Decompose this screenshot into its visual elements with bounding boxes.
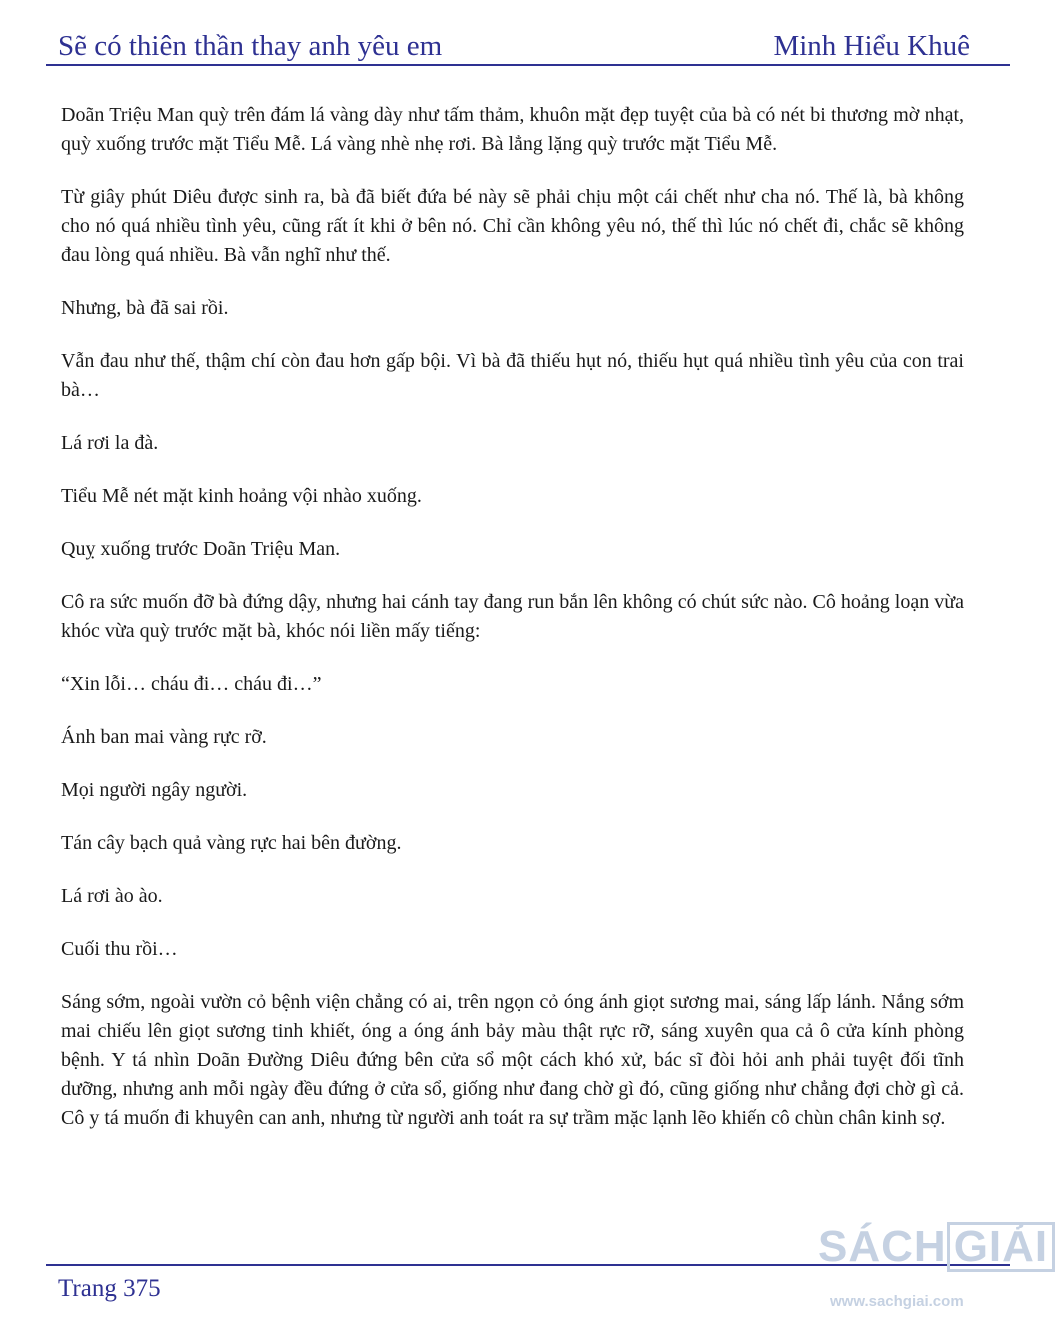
paragraph: Doãn Triệu Man quỳ trên đám lá vàng dày như tấm thảm, khuôn mặt đẹp tuyệt của bà có nét bi thương mờ nhạt, quỳ xuống trước mặt Tiểu Mễ. Lá vàng nhè nhẹ rơi. Bà lẳng lặng quỳ trước mặt Tiểu Mễ.	[61, 104, 964, 155]
page-header	[58, 24, 970, 64]
header-divider	[46, 64, 1010, 66]
paragraph: Lá rơi la đà.	[61, 432, 159, 454]
paragraph: Tiểu Mễ nét mặt kinh hoảng vội nhào xuống.	[61, 485, 422, 507]
paragraph: Lá rơi ào ào.	[61, 885, 163, 907]
paragraph: Cô ra sức muốn đỡ bà đứng dậy, nhưng hai cánh tay đang run bắn lên không có chút sức nào. Cô hoảng loạn vừa khóc vừa quỳ trước mặt bà, khóc nói liền mấy tiếng:	[61, 591, 964, 642]
paragraph: Nhưng, bà đã sai rồi.	[61, 297, 229, 319]
page-number: Trang 375	[58, 1275, 161, 1302]
paragraph: “Xin lỗi… cháu đi… cháu đi…”	[61, 673, 322, 695]
paragraph: Ánh ban mai vàng rực rỡ.	[61, 726, 267, 748]
paragraph: Mọi người ngây người.	[61, 779, 248, 801]
watermark-text-left: SÁCH	[818, 1222, 947, 1271]
watermark-wordmark	[818, 1221, 1055, 1273]
watermark-text-box: GIẢI	[947, 1222, 1055, 1272]
author-name: Minh Hiểu Khuê	[773, 30, 970, 62]
page-body	[61, 101, 964, 1157]
paragraph: Vẫn đau như thế, thậm chí còn đau hơn gấp bội. Vì bà đã thiếu hụt nó, thiếu hụt quá nhiều tình yêu của con trai bà…	[61, 350, 964, 401]
paragraph: Sáng sớm, ngoài vườn cỏ bệnh viện chẳng có ai, trên ngọn cỏ óng ánh giọt sương mai, sáng lấp lánh. Nắng sớm mai chiếu lên giọt sương tinh khiết, óng a óng ánh bảy màu thật rực rỡ, sáng xuyên qua cả ô cửa kính phòng bệnh. Y tá nhìn Doãn Đường Diêu đứng bên cửa sổ một cách khó xử, bác sĩ đòi hỏi anh phải tuyệt đối tĩnh dưỡng, nhưng anh mỗi ngày đều đứng ở cửa sổ, giống như đang chờ gì đó, cũng giống như chẳng đợi chờ gì cả. Cô y tá muốn đi khuyên can anh, nhưng từ người anh toát ra sự trầm mặc lạnh lẽo khiến cô chùn chân kinh sợ.	[61, 991, 964, 1129]
watermark-logo	[818, 1213, 1049, 1325]
paragraph: Tán cây bạch quả vàng rực hai bên đường.	[61, 832, 402, 854]
book-title: Sẽ có thiên thần thay anh yêu em	[58, 30, 443, 62]
watermark-url: www.sachgiai.com	[830, 1293, 964, 1310]
paragraph: Cuối thu rồi…	[61, 938, 178, 960]
paragraph: Quỵ xuống trước Doãn Triệu Man.	[61, 538, 341, 560]
paragraph: Từ giây phút Diêu được sinh ra, bà đã biết đứa bé này sẽ phải chịu một cái chết như cha nó. Thế là, bà không cho nó quá nhiều tình yêu, cũng rất ít khi ở bên nó. Chỉ cần không yêu nó, thế thì lúc nó chết đi, chắc sẽ không đau lòng quá nhiều. Bà vẫn nghĩ như thế.	[61, 186, 964, 266]
